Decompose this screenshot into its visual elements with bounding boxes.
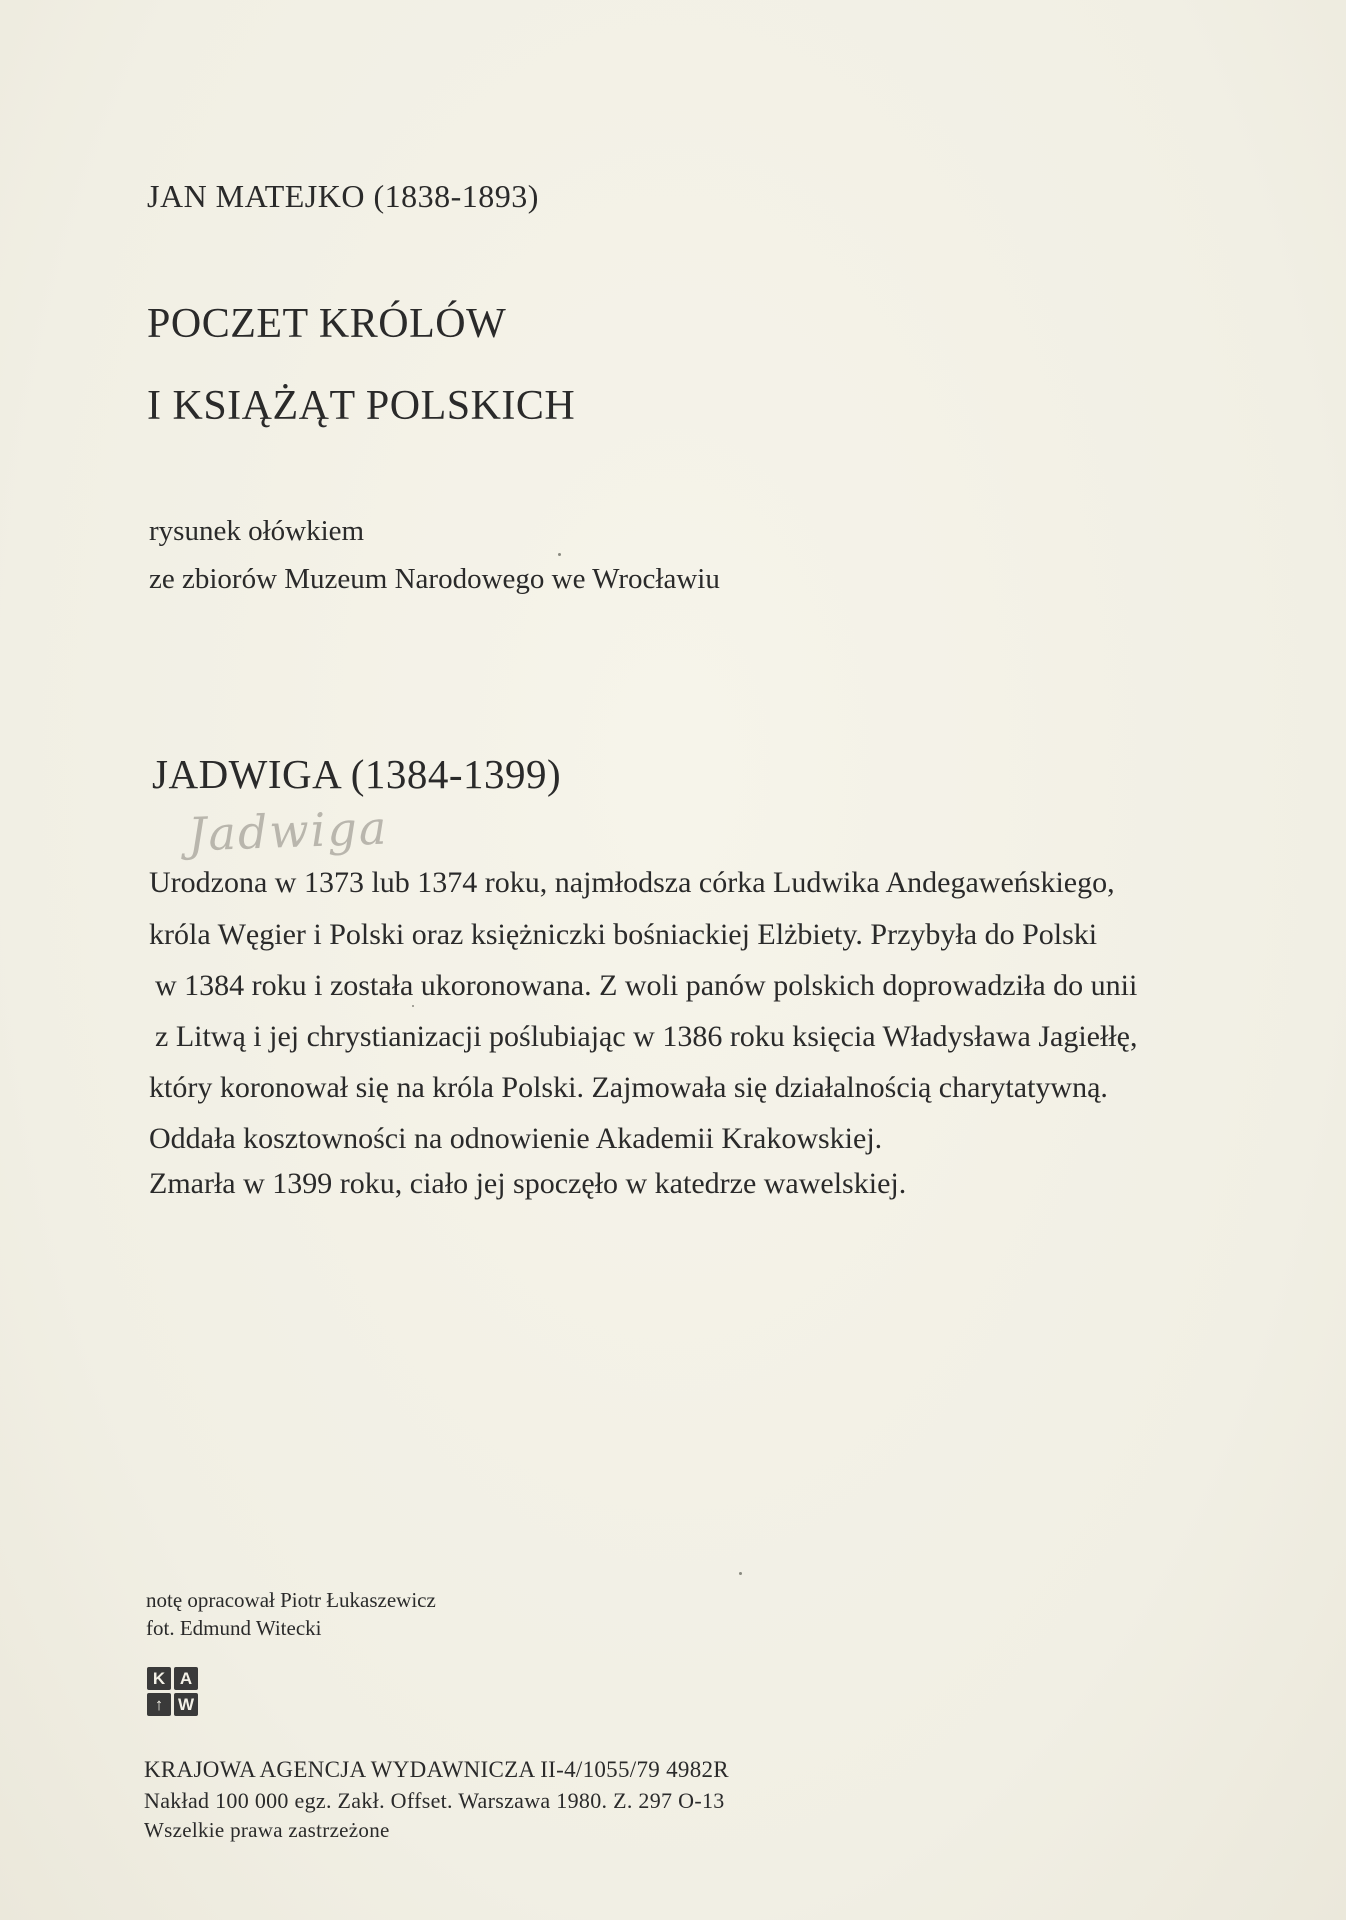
body-line: Urodzona w 1373 lub 1374 roku, najmłodsza córka Ludwika Andegaweńskiego, — [149, 866, 1115, 899]
logo-cell: W — [174, 1693, 198, 1716]
imprint-line-1: KRAJOWA AGENCJA WYDAWNICZA II-4/1055/79 4982R — [144, 1757, 729, 1782]
note-author-credit: notę opracował Piotr Łukaszewicz — [146, 1588, 436, 1612]
logo-cell: ↑ — [147, 1693, 171, 1716]
paper-speck — [739, 1572, 742, 1575]
author-line: JAN MATEJKO (1838-1893) — [147, 178, 539, 214]
subtitle-line-1: rysunek ołówkiem — [149, 515, 365, 547]
body-line: Zmarła w 1399 roku, ciało jej spoczęło w katedrze wawelskiej. — [149, 1167, 907, 1200]
photo-credit: fot. Edmund Witecki — [146, 1616, 322, 1640]
paper-speck — [558, 553, 561, 556]
publisher-logo — [147, 1667, 201, 1717]
body-line: króla Węgier i Polski oraz księżniczki bośniackiej Elżbiety. Przybyła do Polski — [149, 918, 1098, 951]
entry-heading: JADWIGA (1384-1399) — [152, 751, 562, 797]
logo-cell: A — [174, 1667, 198, 1690]
body-line: w 1384 roku i została ukoronowana. Z woli panów polskich doprowadziła do unii — [155, 969, 1138, 1002]
logo-cell: K — [147, 1667, 171, 1690]
body-line: Oddała kosztowności na odnowienie Akademii Krakowskiej. — [149, 1122, 883, 1155]
title-line-1: POCZET KRÓLÓW — [147, 301, 507, 347]
subtitle-line-2: ze zbiorów Muzeum Narodowego we Wrocławiu — [149, 563, 720, 595]
imprint-line-3: Wszelkie prawa zastrzeżone — [144, 1818, 390, 1842]
imprint-line-2: Nakład 100 000 egz. Zakł. Offset. Warszawa 1980. Z. 297 O-13 — [144, 1788, 725, 1813]
body-line: z Litwą i jej chrystianizacji poślubiając w 1386 roku księcia Władysława Jagiełłę, — [155, 1020, 1138, 1053]
title-line-2: I KSIĄŻĄT POLSKICH — [147, 383, 576, 429]
body-line: który koronował się na króla Polski. Zajmowała się działalnością charytatywną. — [149, 1071, 1108, 1104]
paper-speck — [412, 1005, 414, 1007]
handwritten-note: Jadwiga — [187, 800, 390, 862]
